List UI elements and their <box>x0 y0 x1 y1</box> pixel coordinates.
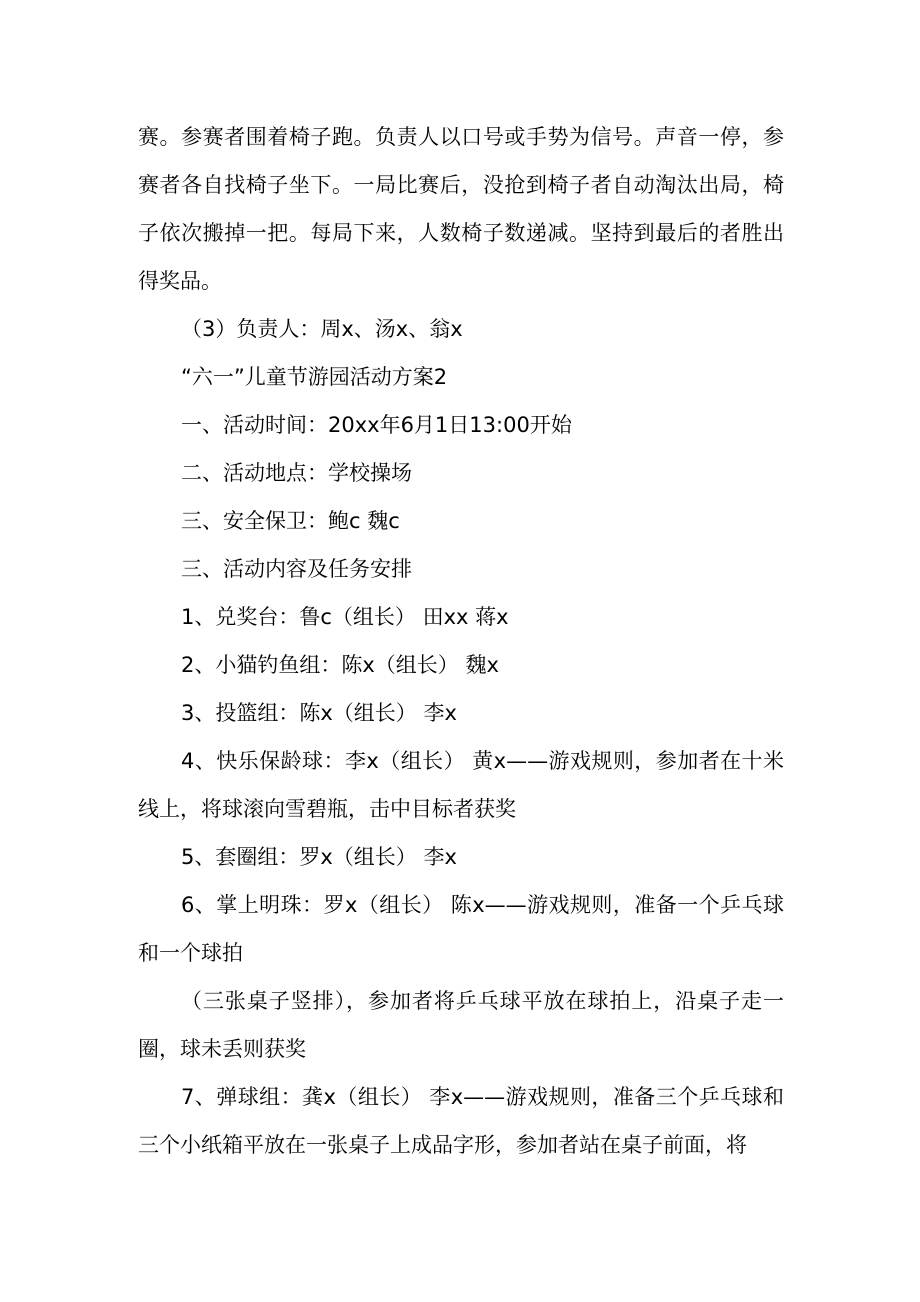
paragraph-chair-game-rules: 赛。参赛者围着椅子跑。负责人以口号或手势为信号。声音一停，参赛者各自找椅子坐下。一局比赛后，没抢到椅子者自动淘汰出局，椅子依次搬掉一把。每局下来，人数椅子数递减。坚持到最后的者胜出得奖品。 <box>138 125 784 293</box>
paragraph-security: 三、安全保卫：鲍c 魏c <box>181 509 400 533</box>
paragraph-item-5: 5、套圈组：罗x（组长） 李x <box>181 845 457 869</box>
paragraph-item-7: 7、弹球组：龚x（组长） 李x——游戏规则，准备三个乒乓球和三个小纸箱平放在一张桌子上成品字形，参加者站在桌子前面，将 <box>138 1085 784 1157</box>
paragraph-content-heading: 三、活动内容及任务安排 <box>181 557 412 581</box>
paragraph-responsible-persons: （3）负责人：周x、汤x、翁x <box>181 317 463 341</box>
section-title-plan-2: “六一”儿童节游园活动方案2 <box>181 365 448 389</box>
paragraph-item-2: 2、小猫钓鱼组：陈x（组长） 魏x <box>181 653 499 677</box>
paragraph-item-1: 1、兑奖台：鲁c（组长） 田xx 蒋x <box>181 605 509 629</box>
paragraph-item-6: 6、掌上明珠：罗x（组长） 陈x——游戏规则，准备一个乒乓球和一个球拍 <box>138 893 784 965</box>
paragraph-item-4: 4、快乐保龄球：李x（组长） 黄x——游戏规则，参加者在十米线上，将球滚向雪碧瓶，击中目标者获奖 <box>138 749 784 821</box>
paragraph-activity-location: 二、活动地点：学校操场 <box>181 461 412 485</box>
paragraph-item-3: 3、投篮组：陈x（组长） 李x <box>181 701 457 725</box>
paragraph-item-6-continued: （三张桌子竖排），参加者将乒乓球平放在球拍上，沿桌子走一圈，球未丢则获奖 <box>138 989 784 1061</box>
paragraph-activity-time: 一、活动时间：20xx年6月1日13:00开始 <box>181 413 572 437</box>
